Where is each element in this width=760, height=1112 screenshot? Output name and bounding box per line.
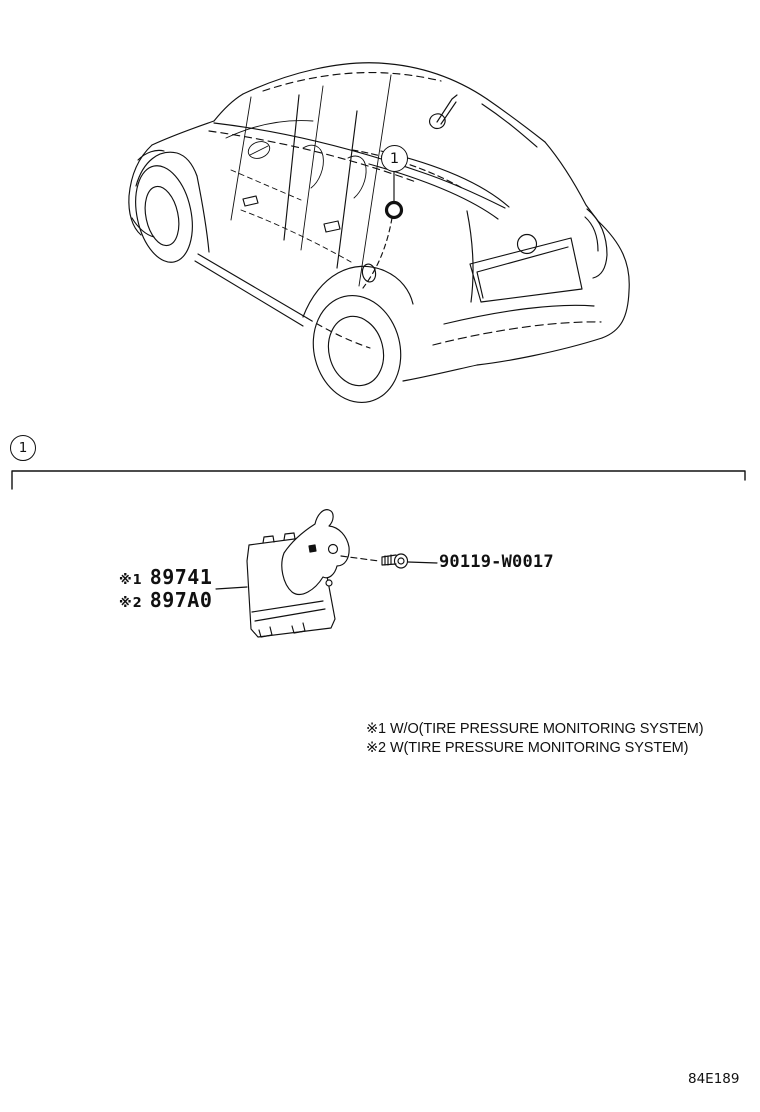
screw-icon <box>382 554 408 568</box>
steering-spoke <box>250 146 268 155</box>
front-wheel-arch <box>136 152 197 186</box>
front-arch-inner <box>197 176 209 252</box>
part-number-2: 897A0 <box>149 588 213 612</box>
notes-block <box>366 720 703 757</box>
rocker-line-2 <box>195 261 303 326</box>
pillar-strut-1 <box>231 97 251 220</box>
part-variant-row-2 <box>119 588 212 610</box>
fastener-label-leader <box>408 562 437 563</box>
seat-front <box>303 145 323 188</box>
antenna-icon <box>437 95 457 124</box>
section-marker-badge: 1 <box>10 435 36 461</box>
license-plate-inner-edge <box>477 247 568 298</box>
door-handle-front <box>243 196 258 206</box>
bracket-screw-hole <box>329 545 338 554</box>
fastener-part-number: 90119-W0017 <box>439 552 554 572</box>
car-illustration <box>127 63 629 412</box>
bumper-crease-1 <box>444 305 594 324</box>
part-variant-row-1 <box>119 565 212 587</box>
bracket-rivet <box>309 545 316 552</box>
rocker-line-1 <box>198 254 307 318</box>
receiver-step-2 <box>255 609 325 621</box>
bumper-crease-2 <box>433 322 601 345</box>
part-number-1: 89741 <box>149 565 213 589</box>
note-line-2: ※2 W(TIRE PRESSURE MONITORING SYSTEM) <box>366 739 689 756</box>
car-hatch-slope <box>545 142 598 221</box>
car-a-pillar <box>214 94 243 121</box>
variant-marker-1: ※1 <box>119 573 143 588</box>
note-line-1: ※1 W/O(TIRE PRESSURE MONITORING SYSTEM) <box>366 721 704 737</box>
car-rear-pillar <box>487 99 545 142</box>
car-spoiler-inner <box>482 104 537 147</box>
headlamp-hint <box>138 150 164 160</box>
b-pillar-seam <box>284 95 299 240</box>
interior-hidden-2 <box>241 210 351 262</box>
hatch-left-edge <box>467 211 473 302</box>
car-roofline <box>243 63 487 99</box>
figure-code: 84E189 <box>688 1071 740 1087</box>
screw-head-inner <box>398 558 404 564</box>
car-rear-bumper-corner <box>598 221 629 338</box>
receiver-part-illustration <box>247 510 349 637</box>
car-callout-leader <box>363 172 402 288</box>
rear-wheel-inner <box>321 311 390 392</box>
car-callout-badge: 1 <box>381 145 408 172</box>
variant-marker-2: ※2 <box>119 596 143 611</box>
pillar-strut-2 <box>301 86 323 250</box>
taillight-inner <box>585 217 598 251</box>
mounting-bracket-flange <box>282 510 349 595</box>
receiver-step-1 <box>252 601 323 612</box>
location-marker-circle <box>387 203 402 218</box>
car-hood-line <box>152 121 214 145</box>
rear-door-seam <box>337 111 357 268</box>
front-wheel-outer <box>127 160 200 267</box>
section-bracket <box>12 471 745 489</box>
taillight <box>587 209 607 278</box>
rear-wheel-outer <box>302 286 412 412</box>
beltline <box>214 123 505 208</box>
front-wheel-inner <box>140 183 184 248</box>
pillar-strut-3 <box>359 75 391 286</box>
part-number-leader <box>216 587 247 589</box>
bracket-lower-hole <box>326 580 332 586</box>
screw-head-outer <box>395 554 408 568</box>
door-handle-rear <box>324 221 340 232</box>
rear-wheel-arch <box>303 266 413 317</box>
screw-shaft <box>382 555 396 565</box>
